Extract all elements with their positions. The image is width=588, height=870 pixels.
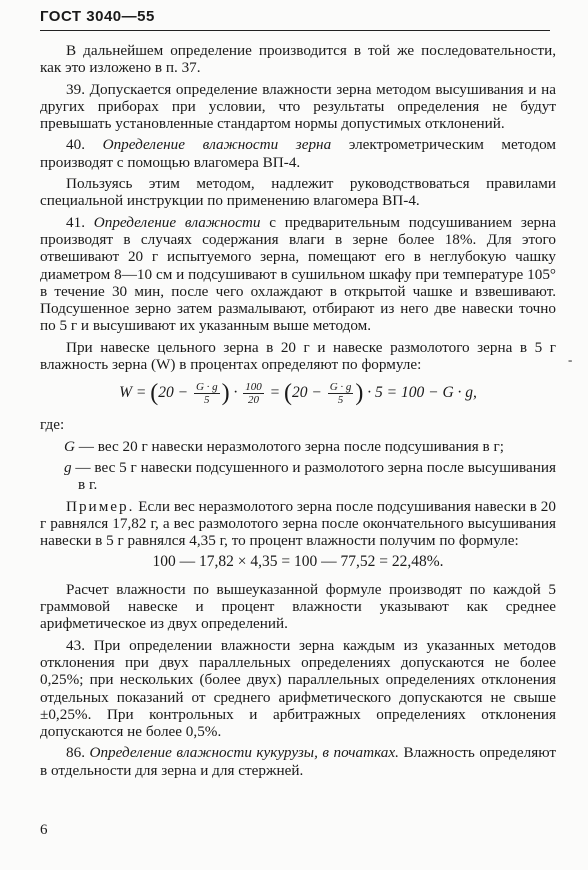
paragraph-intro: В дальнейшем определение производится в той же последовательности, как это изложено в п. 37. — [40, 42, 556, 77]
paragraph-calc: Расчет влажности по вышеуказанной формуле производят по каждой 5 граммовой навеске и процент влажности указывают как среднее арифметическое из двух определений. — [40, 580, 556, 633]
fraction — [328, 381, 354, 406]
formula-dot: · — [233, 384, 238, 402]
fraction — [243, 381, 264, 406]
paragraph-40 — [40, 136, 556, 171]
definition-g — [40, 459, 556, 494]
document-body — [40, 42, 556, 783]
formula-term: 20 − — [158, 384, 189, 402]
symbol: G — [64, 437, 75, 455]
clause-number: 41. — [66, 213, 85, 231]
clause-text: Влажность определяют в отдельности для зерна и для стержней. — [40, 744, 556, 779]
formula-lhs: W = — [119, 384, 151, 402]
paragraph-86 — [40, 744, 556, 779]
open-paren: ( — [150, 380, 159, 407]
fraction-denominator: 5 — [204, 394, 210, 407]
clause-number: 86. — [66, 744, 85, 762]
clause-text: электрометрическим методом производят с помощью влагомера ВП-4. — [40, 136, 557, 171]
clause-text: с предварительным подсушиванием зерна производят в случаях содержания влаги в зерне более 18%. Для этого отвешивают 20 г испытуемого зерна, помещают его в неглубокую чашку диаметром 8—10 см и подсушивают в сушильном шкафу при температуре 105° в течение 30 мин, после чего охлаждают в открытой чашке и взвешивают. Подсушенное зерно затем размалывают, отбирают из него две навески точно по 5 г и высушивают их указанным выше методом. — [40, 213, 557, 335]
example-text: Если вес неразмолотого зерна после подсушивания навески в 20 г равнялся 17,82 г, а вес размолотого зерна после окончательного высушивания навески в 5 г равнялся 4,35 г, то процент влажности получим по формуле: — [40, 497, 556, 550]
paragraph-41b: При навеске цельного зерна в 20 г и навеске размолотого зерна в 5 г влажность зерна (W) в процентах определяют по формуле: — [40, 338, 556, 374]
fraction-numerator: G · g — [195, 381, 218, 394]
clause-title: Определение влажности — [93, 213, 261, 231]
where-label: где: — [40, 416, 65, 434]
paragraph-43: 43. При определении влажности зерна каждым из указанных методов отклонения при двух параллельных определениях допускаются не более 0,25%; при нескольких (более двух) параллельных определениях отклонения отдельных показаний от среднего арифметического допускаются не свыше ±0,25%. При контрольных и арбитражных определениях отклонения допускаются не более 0,5%. — [40, 636, 556, 741]
symbol: g — [64, 458, 72, 476]
fraction-denominator: 20 — [248, 394, 260, 407]
page-number: 6 — [40, 822, 48, 838]
header-rule — [40, 30, 550, 31]
definition-text: — вес 5 г навески подсушенного и размолотого зерна после высушивания в г. — [75, 458, 556, 494]
clause-title: Определение влажности зерна — [102, 136, 332, 154]
formula-tail: · 5 = 100 − G · g, — [367, 384, 477, 402]
fraction-denominator: 5 — [337, 394, 344, 407]
formula-term: 20 − — [291, 384, 322, 402]
close-paren: ) — [355, 380, 364, 407]
moisture-formula — [40, 381, 556, 406]
definition-text: — вес 20 г навески неразмолотого зерна после подсушивания в г; — [78, 437, 504, 455]
paragraph-41 — [40, 214, 556, 335]
example-formula: 100 — 17,82 × 4,35 = 100 — 77,52 = 22,48%. — [152, 553, 444, 571]
open-paren: ( — [283, 380, 292, 407]
example-paragraph — [40, 498, 556, 550]
definition-G — [40, 438, 556, 455]
clause-number: 40. — [66, 136, 85, 154]
formula-equals: = — [269, 384, 281, 402]
close-paren: ) — [221, 380, 230, 407]
fraction-numerator: 100 — [245, 381, 262, 394]
paragraph-40b: Пользуясь этим методом, надлежит руководствоваться правилами специальной инструкции по применению влагомера ВП-4. — [40, 175, 556, 210]
example-label: Пример. — [66, 497, 135, 515]
clause-title: Определение влажности кукурузы, в початках. — [89, 744, 399, 762]
standard-header: ГОСТ 3040—55 — [40, 8, 155, 25]
margin-mark: - — [568, 352, 573, 367]
fraction — [194, 381, 220, 406]
fraction-numerator: G · g — [329, 381, 352, 394]
paragraph-39: 39. Допускается определение влажности зерна методом высушивания и на других приборах при условии, что результаты определения не будут превышать установленные стандартом нормы допустимых отклонений. — [40, 80, 556, 133]
